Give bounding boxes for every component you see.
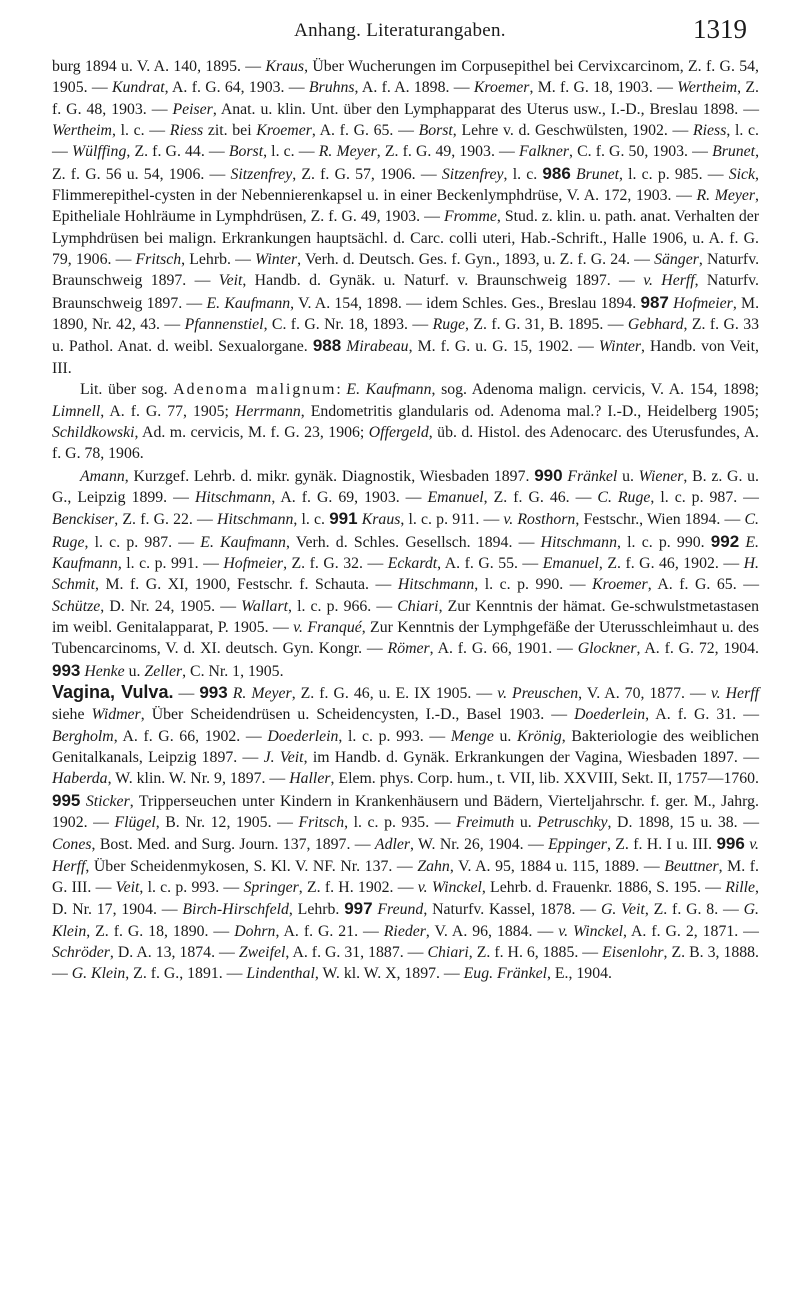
section-vagina-vulva: Vagina, Vulva. — 993 R. Meyer, Z. f. G. 46, u. E. IX 1905. — v. Preuschen, V. A. 70, 1877. — v. Herff siehe Widmer, Über Scheidendrüsen u. Scheidencysten, I.-D., Basel 1903. — Doederlein, A. f. G. 31. — Bergholm, A. f. G. 66, 1902. — Doederlein, l. c. p. 993. — Menge u. Krönig, Bakteriologie des weiblichen Genitalkanals, Leipzig 1897. — J. Veit, im Handb. d. Gynäk. Erkrankungen der Vagina, Wiesbaden 1897. — Haberda, W. klin. W. Nr. 9, 1897. — Haller, Elem. phys. Corp. hum., t. VII, lib. XXVIII, Sekt. II, 1757—1760. 995 Sticker, Tripperseuchen unter Kindern in Krankenhäusern und Bädern, Vierteljahrschr. f. ger. M., Jahrg. 1902. — Flügel, B. Nr. 12, 1905. — Fritsch, l. c. p. 935. — Freimuth u. Petruschky, D. 1898, 15 u. 38. — Cones, Bost. Med. and Surg. Journ. 137, 1897. — Adler, W. Nr. 26, 1904. — Eppinger, Z. f. H. I u. III. 996 v. Herff, Über Scheidenmykosen, S. Kl. V. NF. Nr. 137. — Zahn, V. A. 95, 1884 u. 115, 1889. — Beuttner, M. f. G. III. — Veit, l. c. p. 993. — Springer, Z. f. H. 1902. — v. Winckel, Lehrb. d. Frauenkr. 1886, S. 195. — Rille, D. Nr. 17, 1904. — Birch-Hirschfeld, Lehrb. 997 Freund, Naturfv. Kassel, 1878. — G. Veit, Z. f. G. 8. — G. Klein, Z. f. G. 18, 1890. — Dohrn, A. f. G. 21. — Rieder, V. A. 96, 1884. — v. Winckel, A. f. G. 2, 1871. — Schröder, D. A. 13, 1874. — Zweifel, A. f. G. 31, 1887. — Chiari, Z. f. H. 6, 1885. — Eisenlohr, Z. B. 3, 1888. — G. Klein, Z. f. G., 1891. — Lindenthal, W. kl. W. X, 1897. — Eug. Fränkel, E., 1904. (52, 681, 760, 983)
page-header (0, 14, 800, 54)
bibliography-paragraph: Lit. über sog. Adenoma malignum: E. Kaufmann, sog. Adenoma malign. cervicis, V. A. 154, 1898; Limnell, A. f. G. 77, 1905; Herrmann, Endometritis glandularis od. Adenoma mal.? I.-D., Heidelberg 1905; Schildkowski, Ad. m. cervicis, M. f. G. 23, 1906; Offergeld, üb. d. Histol. des Adenocarc. des Uterusfundes, A. f. G. 78, 1906. (52, 381, 760, 463)
bibliography-paragraph: Amann, Kurzgef. Lehrb. d. mikr. gynäk. Diagnostik, Wiesbaden 1897. 990 Fränkel u. Wiener, B. z. G. u. G., Leipzig 1899. — Hitschmann, A. f. G. 69, 1903. — Emanuel, Z. f. G. 46. — C. Ruge, l. c. p. 987. — Benckiser, Z. f. G. 22. — Hitschmann, l. c. 991 Kraus, l. c. p. 911. — v. Rosthorn, Festschr., Wien 1894. — C. Ruge, l. c. p. 987. — E. Kaufmann, Verh. d. Schles. Gesellsch. 1894. — Hitschmann, l. c. p. 990. 992 E. Kaufmann, l. c. p. 991. — Hofmeier, Z. f. G. 32. — Eckardt, A. f. G. 55. — Emanuel, Z. f. G. 46, 1902. — H. Schmit, M. f. G. XI, 1900, Festschr. f. Schauta. — Hitschmann, l. c. p. 990. — Kroemer, A. f. G. 65. — Schütze, D. Nr. 24, 1905. — Wallart, l. c. p. 966. — Chiari, Zur Kenntnis der hämat. Ge-schwulstmetastasen im weibl. Genitalapparat, P. 1905. — v. Franqué, Zur Kenntnis der Lymphgefäße der Uterusschleimhaut u. des Tubencarcinoms, V. d. XI. deutsch. Gyn. Kongr. — Römer, A. f. G. 66, 1901. — Glockner, A. f. G. 72, 1904. 993 Henke u. Zeller, C. Nr. 1, 1905. (52, 465, 760, 680)
running-title: Anhang. Literaturangaben. (294, 20, 506, 41)
bibliography-paragraph: burg 1894 u. V. A. 140, 1895. — Kraus, Über Wucherungen im Corpusepithel bei Cervixcarcinom, Z. f. G. 54, 1905. — Kundrat, A. f. G. 64, 1903. — Bruhns, A. f. A. 1898. — Kroemer, M. f. G. 18, 1903. — Wertheim, Z. f. G. 48, 1903. — Peiser, Anat. u. klin. Unt. über den Lymphapparat des Uterus usw., I.-D., Breslau 1898. — Wertheim, l. c. — Riess zit. bei Kroemer, A. f. G. 65. — Borst, Lehre v. d. Geschwülsten, 1902. — Riess, l. c. — Wülffing, Z. f. G. 44. — Borst, l. c. — R. Meyer, Z. f. G. 49, 1903. — Falkner, C. f. G. 50, 1903. — Brunet, Z. f. G. 56 u. 54, 1906. — Sitzenfrey, Z. f. G. 57, 1906. — Sitzenfrey, l. c. 986 Brunet, l. c. p. 985. — Sick, Flimmerepithel-cysten in der Nebennierenkapsel u. in einer Beckenlymphdrüse, V. A. 172, 1903. — R. Meyer, Epitheliale Hohlräume in Lymphdrüsen, Z. f. G. 49, 1903. — Fromme, Stud. z. klin. u. path. anat. Verhalten der Lymphdrüsen bei malign. Erkrankungen hauptsächl. d. Carc. colli uteri, Hab.-Schrift., Halle 1906, u. A. f. G. 79, 1906. — Fritsch, Lehrb. — Winter, Verh. d. Deutsch. Ges. f. Gyn., 1893, u. Z. f. G. 24. — Sänger, Naturfv. Braunschweig 1897. — Veit, Handb. d. Gynäk. u. Naturf. v. Braunschweig 1897. — v. Herff, Naturfv. Braunschweig 1897. — E. Kaufmann, V. A. 154, 1898. — idem Schles. Ges., Breslau 1894. 987 Hofmeier, M. 1890, Nr. 42, 43. — Pfannenstiel, C. f. G. Nr. 18, 1893. — Ruge, Z. f. G. 31, B. 1895. — Gebhard, Z. f. G. 33 u. Pathol. Anat. d. weibl. Sexualorgane. 988 Mirabeau, M. f. G. u. G. 15, 1902. — Winter, Handb. von Veit, III. (52, 58, 760, 377)
bibliography-text (52, 56, 759, 985)
page-number: 1319 (693, 14, 747, 44)
